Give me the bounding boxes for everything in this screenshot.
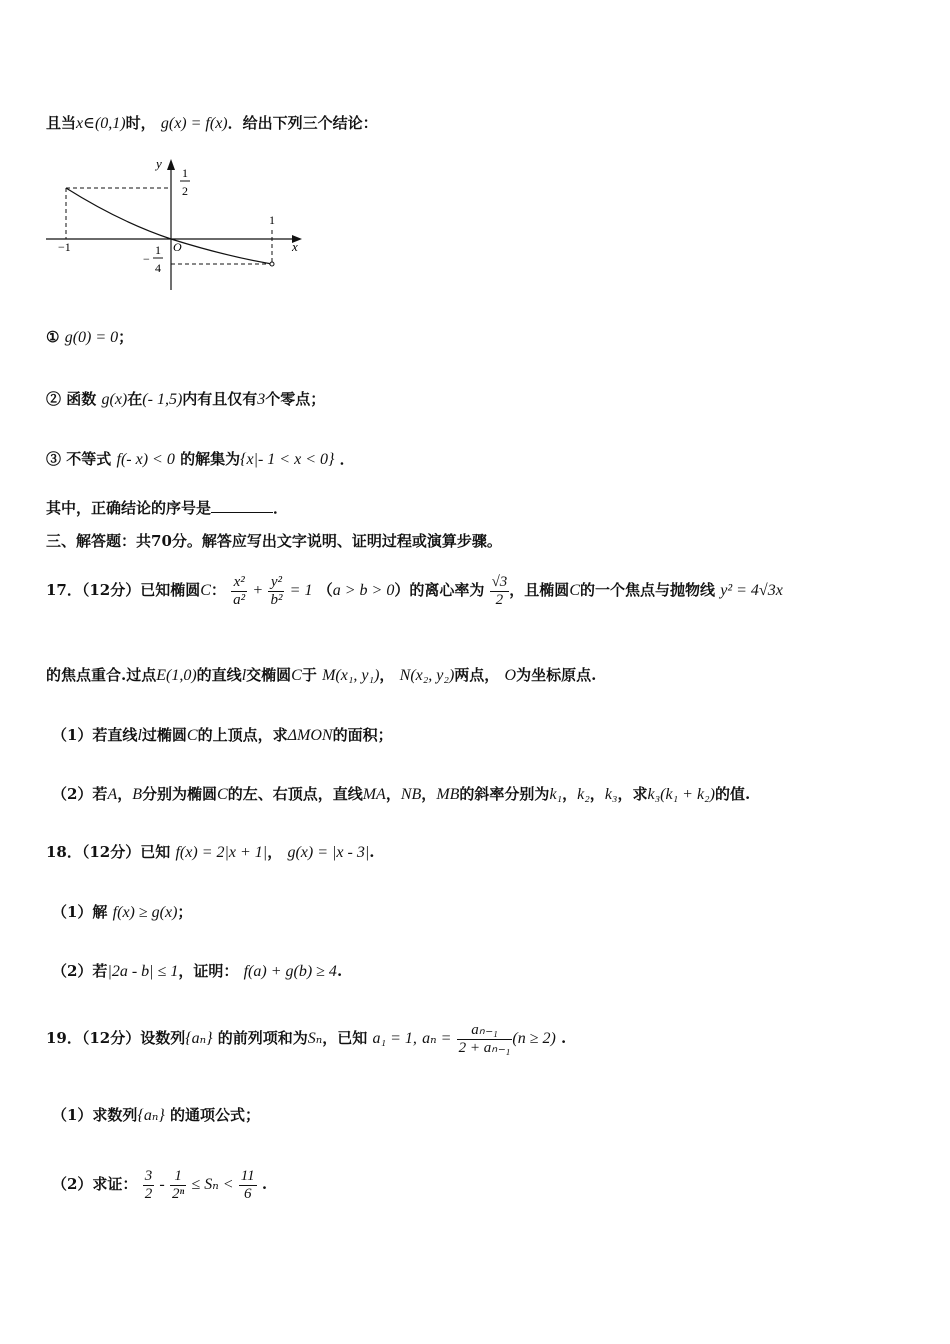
question-18-part-1: [52, 901, 920, 924]
text: ，证明：: [178, 962, 239, 980]
math: g(0) = 0: [64, 329, 119, 346]
math: k₃: [604, 786, 618, 803]
math: k₂: [577, 786, 590, 803]
text: ，且椭圆: [509, 581, 570, 599]
y-label: y: [156, 156, 162, 171]
text: 的直线: [196, 666, 242, 684]
question-17-part-1: [52, 724, 920, 747]
text: ，已知: [322, 1029, 368, 1047]
question-19-part-1: [52, 1104, 920, 1127]
fraction: [268, 574, 284, 609]
math: l: [137, 727, 142, 744]
text: .: [369, 843, 375, 861]
math: C: [291, 667, 302, 684]
text: ，: [267, 843, 283, 861]
math: C: [200, 582, 211, 599]
den: b²: [270, 591, 283, 608]
num: √3: [491, 573, 508, 590]
num: aₙ₋₁: [457, 1022, 513, 1040]
math: 3: [257, 391, 266, 408]
text: 不等式: [66, 450, 112, 468]
math: g(x): [101, 391, 128, 408]
conclusion-3: [46, 448, 920, 471]
text: ；: [177, 903, 193, 921]
origin-label: O: [173, 240, 182, 254]
question-18-part-2: [52, 960, 920, 983]
text: 的左、右顶点，直线: [227, 785, 363, 803]
text: ，: [385, 785, 401, 803]
math: B: [132, 786, 143, 803]
circle-number: ②: [46, 390, 62, 408]
math: A: [107, 786, 118, 803]
curve: [66, 188, 272, 264]
text: 的解集为: [180, 450, 241, 468]
num: 3: [144, 1167, 153, 1184]
math: {aₙ}: [185, 1030, 213, 1047]
text: .: [336, 962, 343, 980]
conclusion-2: [46, 388, 920, 411]
question-17-part-2: [52, 783, 920, 806]
text: 17．（12分）已知椭圆: [46, 581, 201, 599]
intro-line: [46, 112, 920, 135]
fraction: [239, 1168, 257, 1203]
math: a₁ = 1,: [372, 1030, 417, 1047]
math: -: [159, 1176, 165, 1193]
quarter-sign: −: [143, 252, 150, 266]
text: ；: [118, 328, 134, 346]
math: MA: [362, 786, 386, 803]
half-num: 1: [182, 166, 188, 180]
answer-blank: [211, 498, 273, 513]
quarter-den: 4: [155, 261, 161, 275]
one-label: 1: [269, 213, 275, 227]
math: = 1: [289, 582, 313, 599]
text: .: [261, 1175, 268, 1193]
math: (- 1,5): [142, 391, 183, 408]
num: 11: [240, 1167, 255, 1184]
text: ，: [562, 785, 578, 803]
text: 函数: [66, 390, 97, 408]
conclusion-1: [46, 326, 920, 349]
den: 6: [243, 1185, 252, 1202]
text: （2）若: [52, 962, 108, 980]
text: 19．（12分）设数列: [46, 1029, 186, 1047]
math: Sₙ: [307, 1030, 323, 1047]
fraction: [170, 1168, 186, 1203]
math: NB: [400, 786, 422, 803]
math: f(a) + g(b) ≥ 4: [243, 963, 337, 980]
text: 两点，: [454, 666, 500, 684]
math: ≤ Sₙ <: [191, 1176, 234, 1193]
text: 内有且仅有: [182, 390, 258, 408]
text: 的前列项和为: [217, 1029, 308, 1047]
text: 的上顶点，求: [197, 726, 288, 744]
question-17: [46, 566, 920, 615]
neg-one-label: −1: [58, 240, 71, 254]
text: .: [561, 1029, 567, 1047]
text: 时，: [125, 114, 156, 132]
math: a > b > 0: [332, 582, 395, 599]
math: (n ≥ 2): [512, 1030, 556, 1047]
fraction: [231, 574, 247, 609]
math: C: [186, 727, 198, 744]
math: f(x) ≥ g(x): [112, 904, 178, 921]
math: l: [241, 667, 247, 684]
text: 的斜率分别为: [459, 785, 550, 803]
math: +: [252, 582, 264, 599]
function-graph: [40, 150, 310, 295]
text: 且当: [46, 114, 77, 132]
math: E(1,0): [156, 667, 197, 684]
text: ）的离心率为: [394, 581, 485, 599]
circle-number: ③: [46, 450, 62, 468]
quarter-num: 1: [155, 243, 161, 257]
num: 1: [170, 1168, 186, 1186]
text: （1）解: [52, 903, 108, 921]
math: C: [569, 582, 580, 599]
text: ，: [379, 666, 395, 684]
section-title: 三、解答题：共70分。解答应写出文字说明、证明过程或演算步骤。: [46, 532, 502, 550]
question-18: [46, 841, 920, 864]
endpoint: [270, 262, 274, 266]
math: g(x) = |x - 3|: [287, 844, 370, 861]
math: aₙ =: [422, 1030, 452, 1047]
text: 分别为椭圆: [142, 785, 218, 803]
text: ，求: [617, 785, 648, 803]
text: （1）若直线: [52, 726, 138, 744]
half-den: 2: [182, 184, 188, 198]
text: ．: [339, 450, 355, 468]
text: 的一个焦点与抛物线: [579, 581, 715, 599]
question-19: [46, 1016, 920, 1061]
question-17-cont: [46, 664, 920, 687]
text: ．: [273, 499, 289, 517]
math: MB: [436, 786, 460, 803]
math: {x|- 1 < x < 0}: [240, 451, 335, 468]
math: M(x₁, y₁): [322, 667, 380, 684]
math: y² = 4√3x: [720, 582, 783, 599]
math: f(- x) < 0: [116, 451, 175, 468]
math: |2a - b| ≤ 1: [107, 963, 179, 980]
math: k₁: [549, 786, 563, 803]
text: （1）求数列: [52, 1106, 138, 1124]
math: O: [504, 667, 517, 684]
fraction: [143, 1168, 155, 1203]
num: x²: [231, 574, 247, 592]
text: ，: [421, 785, 437, 803]
text: ，: [589, 785, 605, 803]
math: {aₙ}: [137, 1107, 165, 1124]
math: x∈(0,1): [76, 115, 126, 132]
den: 2: [495, 591, 504, 608]
text: ，: [117, 785, 133, 803]
x-label: x: [292, 239, 298, 254]
text: 交椭圆: [246, 666, 292, 684]
math: g(x) = f(x): [160, 115, 228, 132]
text: 过椭圆: [141, 726, 187, 744]
circle-number: ①: [46, 328, 60, 346]
text: 个零点；: [265, 390, 326, 408]
den: a²: [233, 591, 246, 608]
text: 18．（12分）已知: [46, 843, 171, 861]
question-19-part-2: [52, 1160, 920, 1209]
text: 的焦点重合.过点: [46, 666, 157, 684]
text: 的面积；: [332, 726, 393, 744]
answer-blank-line: [46, 497, 920, 519]
text: 为坐标原点.: [516, 666, 597, 684]
math: N(x₂, y₂): [399, 667, 455, 684]
den: 2ⁿ: [171, 1185, 185, 1202]
text: 的值.: [714, 785, 751, 803]
math: f(x) = 2|x + 1|: [175, 844, 268, 861]
text: ．给出下列三个结论：: [227, 114, 378, 132]
text: 其中，正确结论的序号是: [46, 499, 212, 517]
math: k₃(k₁ + k₂): [647, 786, 715, 803]
den: 2 + aₙ₋₁: [458, 1039, 511, 1056]
text: ：: [210, 581, 226, 599]
text: （: [317, 581, 333, 599]
text: （2）求证：: [52, 1175, 138, 1193]
y-axis-arrow: [167, 159, 175, 170]
text: 的通项公式；: [169, 1106, 260, 1124]
den: 2: [144, 1185, 153, 1202]
fraction: [457, 1022, 513, 1057]
text: （2）若: [52, 785, 108, 803]
math: ΔMON: [287, 727, 333, 744]
text: 在: [127, 390, 143, 408]
fraction: [490, 574, 510, 609]
math: C: [217, 786, 228, 803]
text: 于: [301, 666, 317, 684]
num: y²: [268, 574, 284, 592]
